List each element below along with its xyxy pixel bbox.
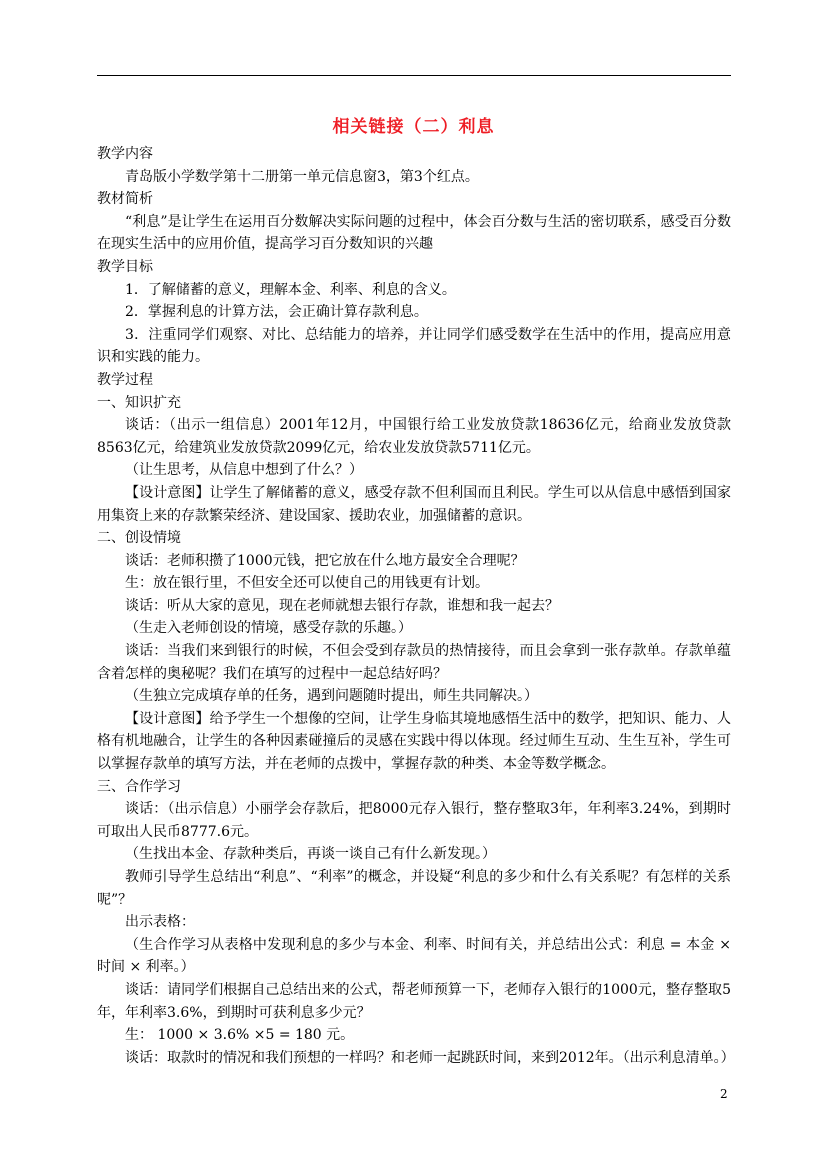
section-label: 教学过程 [97,371,153,388]
page-title: 相关链接（二）利息 [332,117,495,137]
paragraph: （生独立完成填存单的任务，遇到问题随时提出，师生共同解决。） [125,688,538,705]
design-intent: 【设计意图】给予学生一个想像的空间，让学生身临其境地感悟生活中的数学，把知识、能力、人格有机地融合，让学生的各种因素碰撞后的灵感在实践中得以体现。经过师生互动、生生互补，学生可以掌握存款单的填写方法，并在老师的点拨中，掌握存款的种类、本金等数学概念。 [97,710,731,773]
paragraph: 谈话：当我们来到银行的时候，不但会受到存款员的热情接待，而且会拿到一张存款单。存款单蕴含着怎样的奥秘呢？我们在填写的过程中一起总结好吗？ [97,643,731,682]
section-heading: 三、合作学习 [97,778,181,795]
paragraph: 出示表格： [125,914,195,931]
paragraph: （让生思考，从信息中想到了什么？） [125,462,363,479]
header-rule [97,75,731,76]
paragraph: 生：放在银行里，不但安全还可以使自己的用钱更有计划。 [125,575,489,592]
page-number: 2 [720,1087,728,1101]
section-heading: 一、知识扩充 [97,394,181,411]
paragraph: 谈话：老师积攒了1000元钱，把它放在什么地方最安全合理呢？ [125,552,525,569]
paragraph: 谈话：（出示一组信息）2001年12月，中国银行给工业发放贷款18636亿元，给商业发放贷款8563亿元，给建筑业发放贷款2099亿元，给农业发放贷款5711亿元。 [97,417,731,456]
paragraph: 青岛版小学数学第十二册第一单元信息窗3，第3个红点。 [125,168,479,185]
paragraph: 教师引导学生总结出“利息”、“利率”的概念，并设疑“利息的多少和什么有关系呢？有怎样的关系呢”？ [97,869,731,908]
paragraph: 谈话：（出示信息）小丽学会存款后，把8000元存入银行，整存整取3年，年利率3.24%，到期时可取出人民币8777.6元。 [97,801,731,840]
paragraph: 谈话：听从大家的意见，现在老师就想去银行存款，谁想和我一起去？ [125,597,559,614]
section-label: 教学目标 [97,258,153,275]
document-body [97,143,735,1069]
paragraph: （生找出本金、存款种类后，再谈一谈自己有什么新发现。） [125,846,496,863]
goal-item: 1．了解储蓄的意义，理解本金、利率、利息的含义。 [125,281,456,298]
paragraph: “利息”是让学生在运用百分数解决实际问题的过程中，体会百分数与生活的密切联系，感受百分数在现实生活中的应用价值，提高学习百分数知识的兴趣 [97,213,731,253]
paragraph: （生走入老师创设的情境，感受存款的乐趣。） [125,620,412,637]
paragraph: （生合作学习从表格中发现利息的多少与本金、利率、时间有关，并总结出公式：利息 = 本金 × 时间 × 利率。） [97,936,731,976]
paragraph: 谈话：请同学们根据自己总结出来的公式，帮老师预算一下，老师存入银行的1000元，整存整取5年，年利率3.6%，到期时可获利息多少元？ [97,981,731,1021]
section-heading: 二、创设情境 [97,530,181,547]
goal-item: 2．掌握利息的计算方法，会正确计算存款利息。 [125,304,428,321]
section-label: 教学内容 [97,146,153,162]
design-intent: 【设计意图】让学生了解储蓄的意义，感受存款不但利国而且利民。学生可以从信息中感悟到国家用集资上来的存款繁荣经济、建设国家、援助农业，加强储蓄的意识。 [97,484,731,524]
paragraph: 生： 1000 × 3.6% ×5 = 180 元。 [125,1027,355,1044]
paragraph: 谈话：取款时的情况和我们预想的一样吗？和老师一起跳跃时间，来到2012年。（出示利息清单。） [125,1049,735,1066]
goal-item: 3．注重同学们观察、对比、总结能力的培养，并让同学们感受数学在生活中的作用，提高应用意识和实践的能力。 [97,326,731,366]
section-label: 教材简析 [97,191,153,208]
